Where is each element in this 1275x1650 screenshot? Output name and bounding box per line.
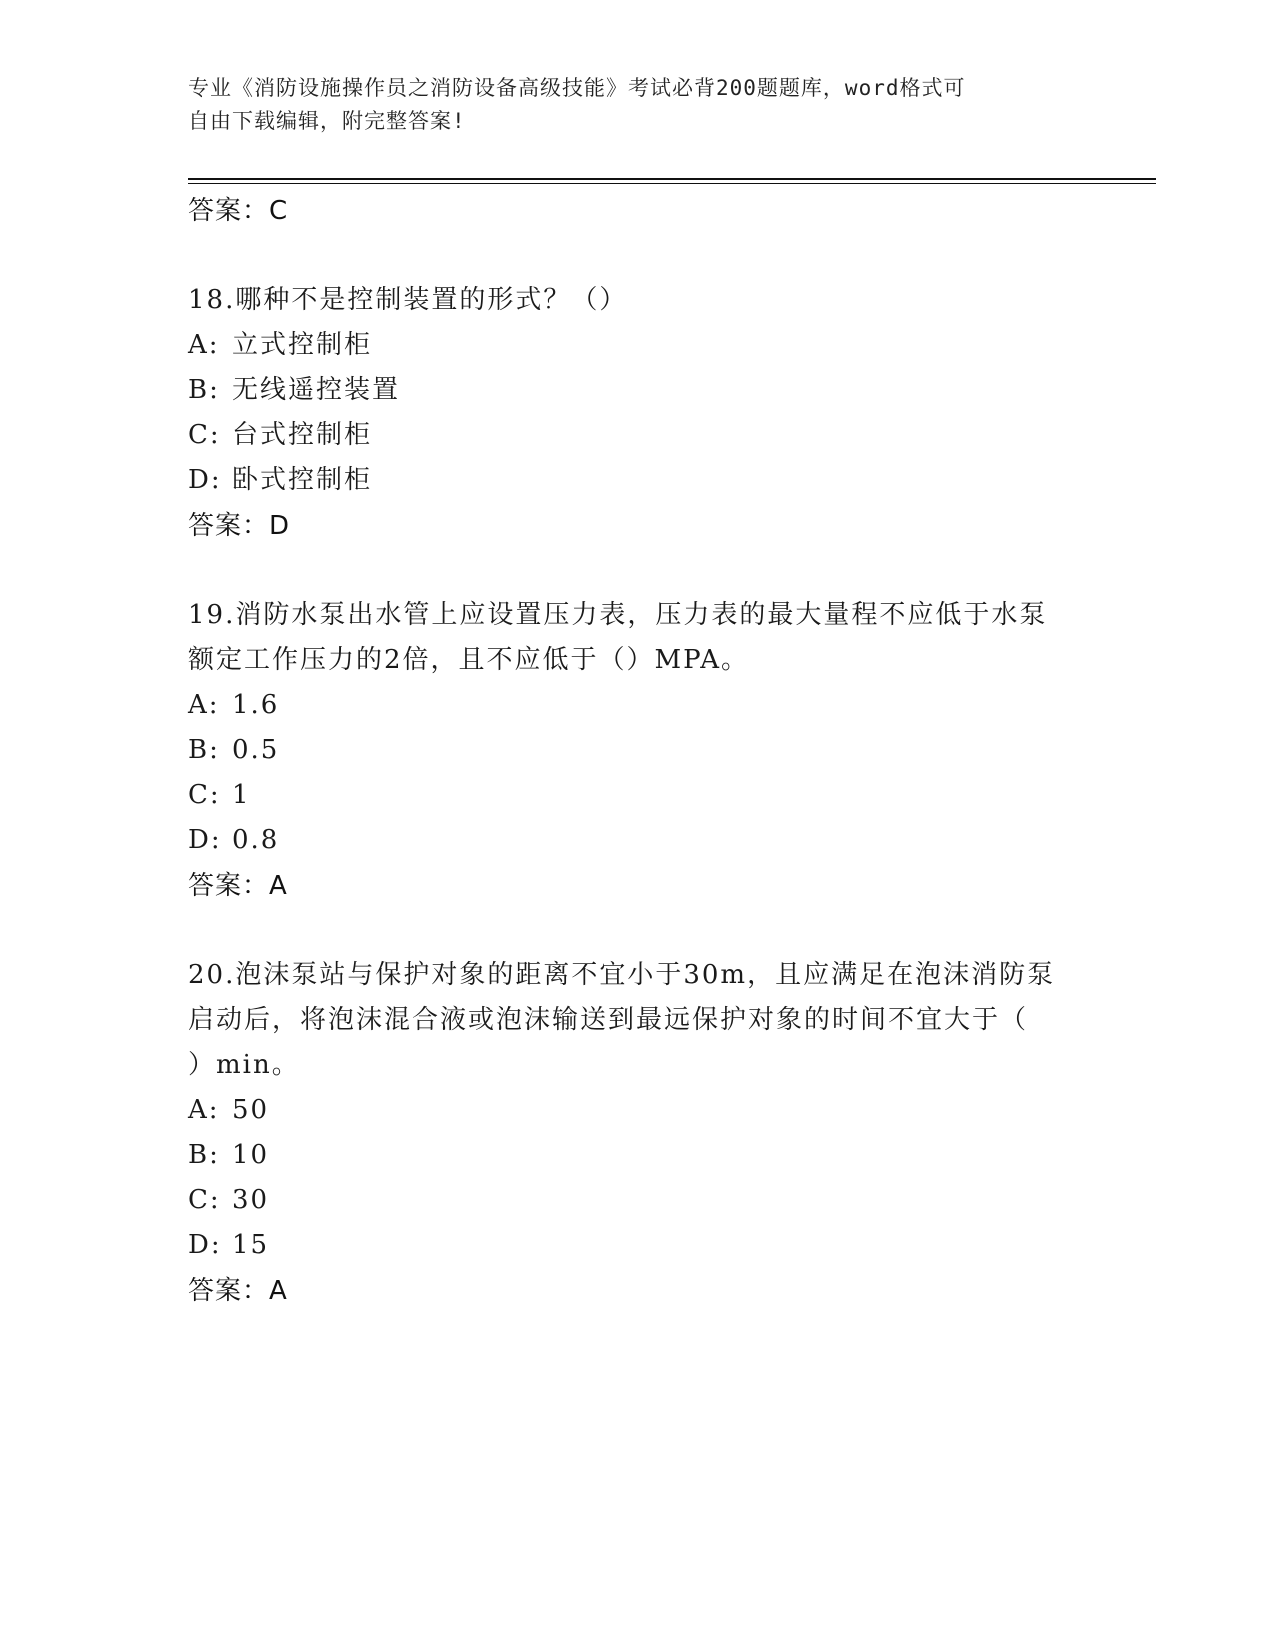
option-key: C: xyxy=(188,1185,221,1215)
option-text: 1.6 xyxy=(232,690,280,720)
question-stem xyxy=(188,953,1088,1088)
option-key: B: xyxy=(188,735,220,765)
spacer xyxy=(188,909,1088,953)
answer-line: 答案：A xyxy=(188,1276,288,1306)
answer-line: 答案：A xyxy=(188,871,288,901)
option-c xyxy=(188,1178,1088,1223)
option-text: 0.8 xyxy=(232,825,280,855)
option-a xyxy=(188,1088,1088,1133)
option-c xyxy=(188,413,1088,458)
option-key: C: xyxy=(188,420,221,450)
spacer xyxy=(188,234,1088,278)
spacer xyxy=(188,549,1088,593)
option-c xyxy=(188,773,1088,818)
answer-line: 答案：D xyxy=(188,511,291,541)
question-stem xyxy=(188,278,1088,323)
option-key: B: xyxy=(188,1140,220,1170)
option-key: D: xyxy=(188,465,222,495)
question-stem-line: 18.哪种不是控制装置的形式？（） xyxy=(188,285,628,315)
option-a xyxy=(188,323,1088,368)
option-key: D: xyxy=(188,825,222,855)
option-text: 10 xyxy=(232,1140,270,1170)
option-text: 0.5 xyxy=(232,735,280,765)
question-block xyxy=(188,953,1088,1314)
question-stem-line: 额定工作压力的2倍，且不应低于（）MPA。 xyxy=(188,645,750,675)
option-key: B: xyxy=(188,375,220,405)
question-block xyxy=(188,593,1088,909)
question-stem xyxy=(188,593,1088,683)
question-block xyxy=(188,278,1088,549)
option-text: 30 xyxy=(232,1185,270,1215)
option-key: C: xyxy=(188,780,221,810)
header-line-1: 专业《消防设施操作员之消防设备高级技能》考试必背200题题库，word格式可 xyxy=(188,76,966,100)
option-d xyxy=(188,1223,1088,1268)
option-text: 无线遥控装置 xyxy=(232,375,401,405)
option-text: 50 xyxy=(232,1095,270,1125)
previous-answer: 答案：C xyxy=(188,196,289,226)
option-b xyxy=(188,368,1088,413)
option-text: 1 xyxy=(232,780,251,810)
header-divider-thin xyxy=(188,183,1156,184)
option-key: A: xyxy=(188,330,220,360)
header-divider-thick xyxy=(188,178,1156,180)
question-stem-line: 20.泡沫泵站与保护对象的距离不宜小于30m，且应满足在泡沫消防泵 xyxy=(188,960,1056,990)
option-text: 卧式控制柜 xyxy=(232,465,373,495)
option-text: 立式控制柜 xyxy=(232,330,373,360)
option-b xyxy=(188,728,1088,773)
option-text: 15 xyxy=(232,1230,270,1260)
header-line-2: 自由下载编辑，附完整答案! xyxy=(188,109,466,133)
option-d xyxy=(188,458,1088,503)
question-stem-line: 启动后，将泡沫混合液或泡沫输送到最远保护对象的时间不宜大于（ xyxy=(188,1005,1029,1035)
document-header xyxy=(188,72,1068,138)
option-d xyxy=(188,818,1088,863)
option-a xyxy=(188,683,1088,728)
question-list xyxy=(188,188,1088,1314)
option-text: 台式控制柜 xyxy=(232,420,373,450)
question-stem-line: 19.消防水泵出水管上应设置压力表，压力表的最大量程不应低于水泵 xyxy=(188,600,1048,630)
option-key: A: xyxy=(188,690,220,720)
question-stem-line: ）min。 xyxy=(188,1050,300,1080)
option-key: D: xyxy=(188,1230,222,1260)
option-b xyxy=(188,1133,1088,1178)
option-key: A: xyxy=(188,1095,220,1125)
